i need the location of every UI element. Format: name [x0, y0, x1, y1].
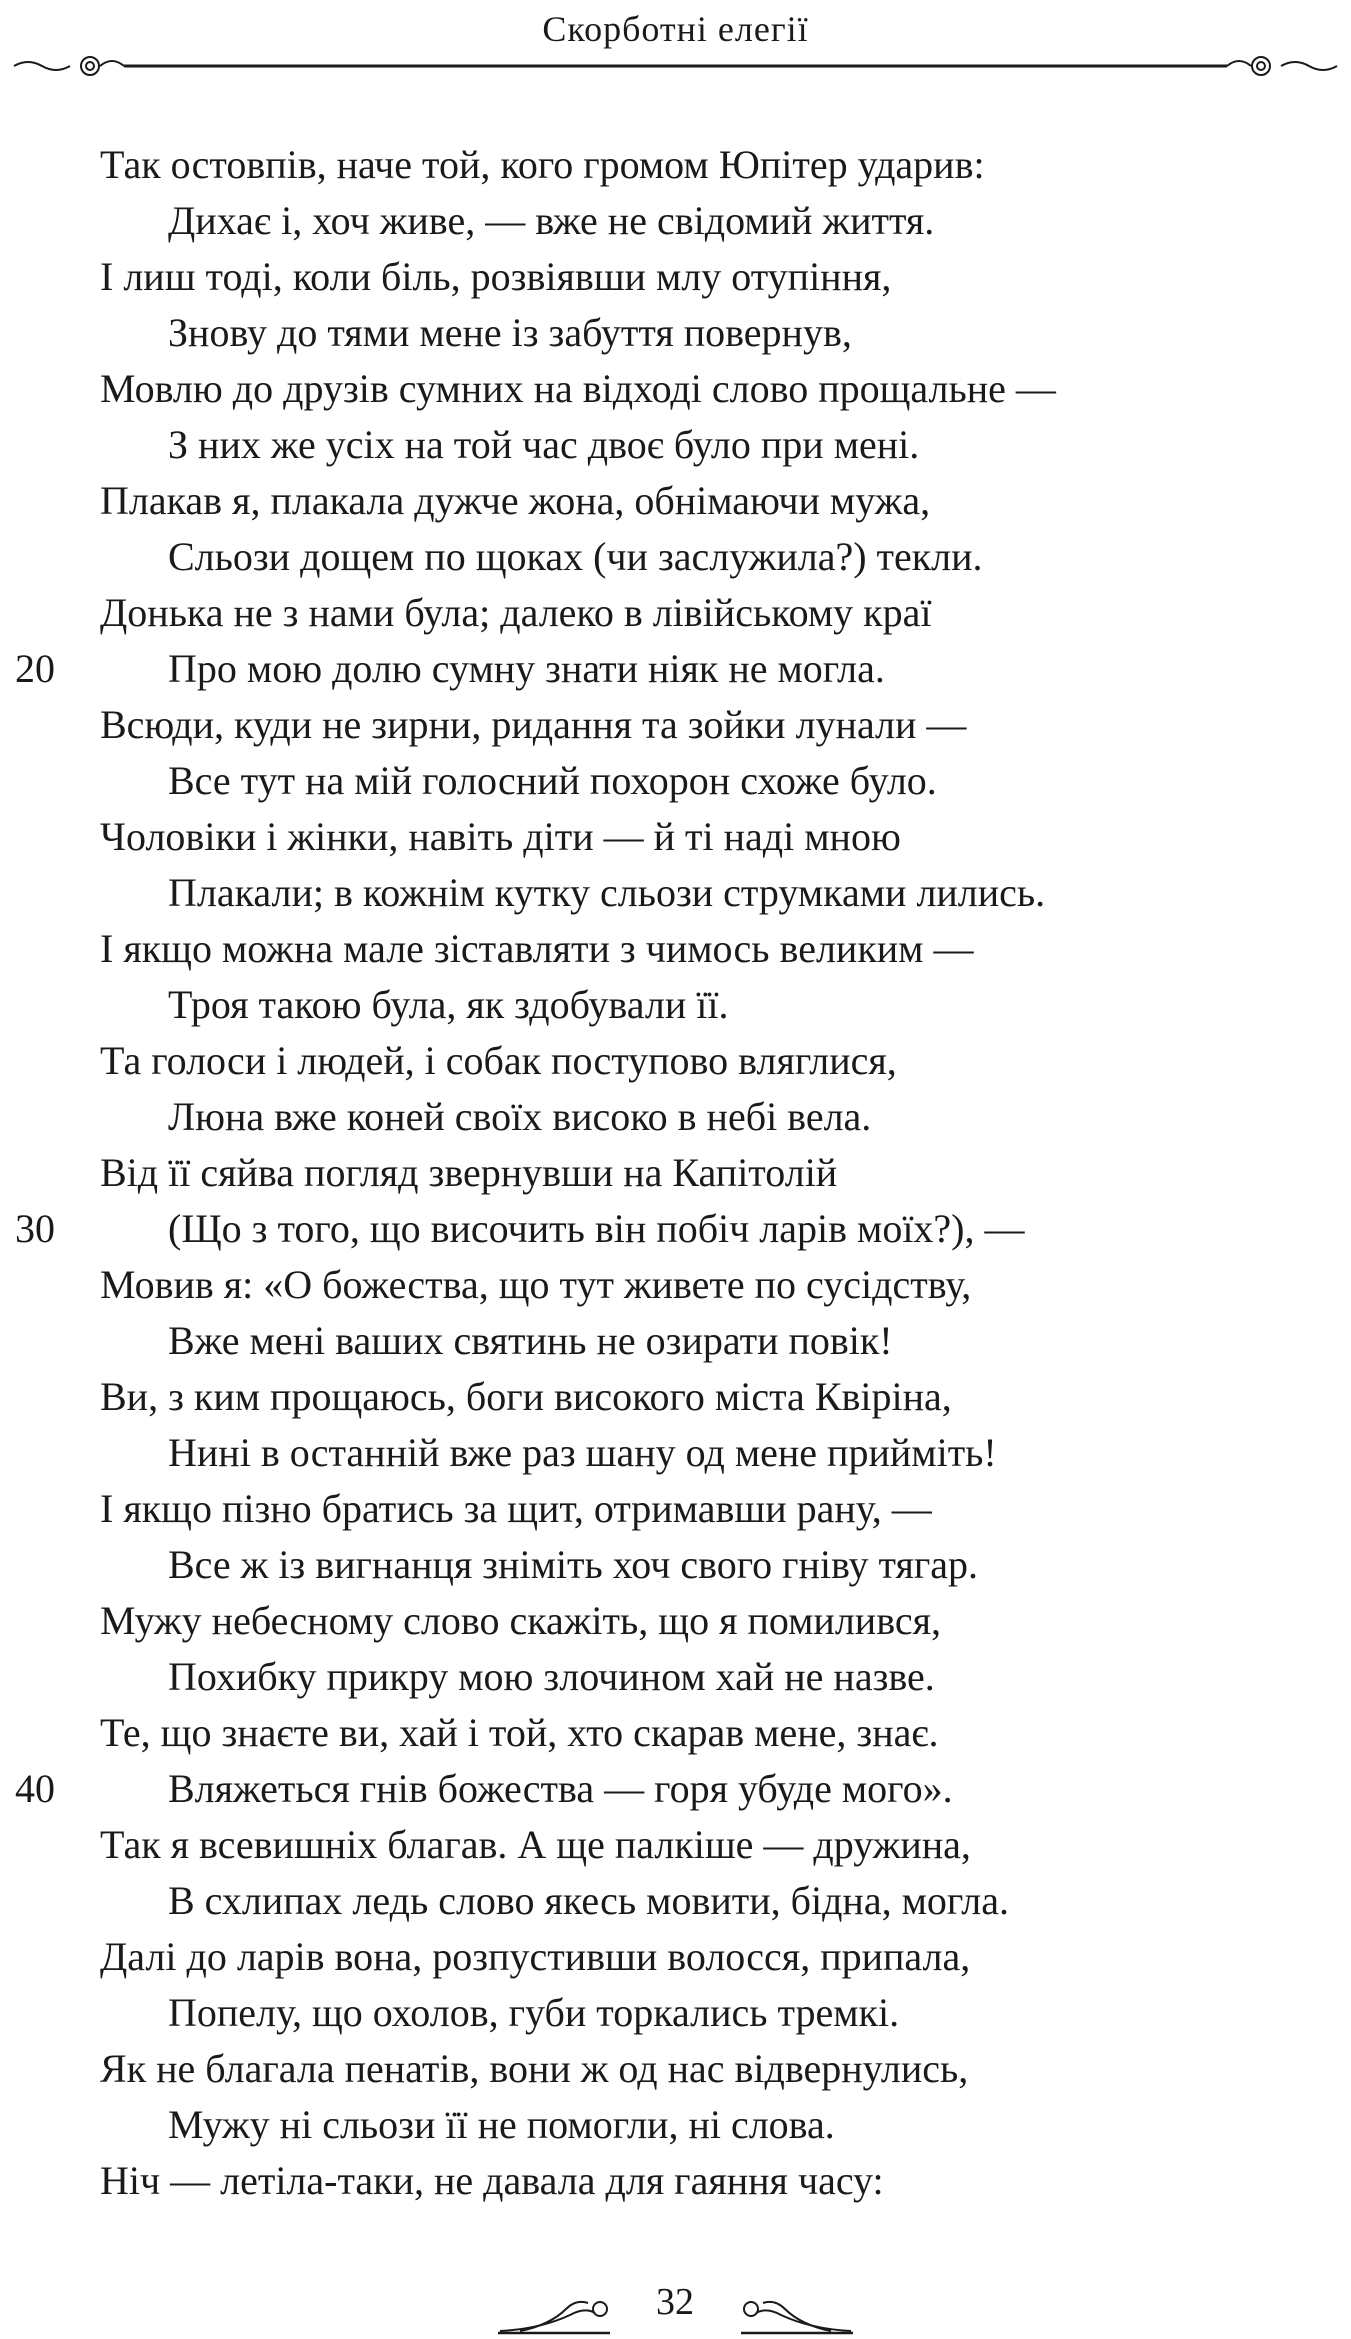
verse-line: Нині в останній вже раз шану од мене прийміть!	[168, 1430, 997, 1475]
line-number: 20	[15, 646, 55, 691]
verse-line: Ніч — летіла-таки, не давала для гаяння часу:	[100, 2158, 884, 2203]
verse-line: В схлипах ледь слово якесь мовити, бідна, могла.	[168, 1878, 1009, 1923]
left-scroll-ornament-icon	[14, 57, 124, 75]
verse-line: Про мою долю сумну знати ніяк не могла.	[168, 646, 885, 691]
verse-line: Сльози дощем по щоках (чи заслужила?) текли.	[168, 534, 983, 579]
verse-line: Мовив я: «О божества, що тут живете по сусідству,	[100, 1262, 972, 1307]
verse-line: Вже мені ваших святинь не озирати повік!	[168, 1318, 893, 1363]
verse-line: Троя такою була, як здобували її.	[168, 982, 729, 1027]
verse-line: З них же усіх на той час двоє було при мені.	[168, 422, 920, 467]
verse-line: (Що з того, що височить він побіч ларів моїх?), —	[168, 1206, 1025, 1251]
verse-line: Так я всевишніх благав. А ще палкіше — дружина,	[100, 1822, 971, 1867]
verse-line: Мужу ні сльози її не помогли, ні слова.	[168, 2102, 835, 2147]
right-scroll-ornament-icon	[1227, 57, 1337, 75]
line-number: 40	[15, 1766, 55, 1811]
verse-line: Чоловіки і жінки, навіть діти — й ті наді мною	[100, 814, 901, 859]
verse-line: Плакав я, плакала дужче жона, обнімаючи мужа,	[100, 478, 931, 523]
verse-line: Та голоси і людей, і собак поступово вляглися,	[100, 1038, 897, 1083]
verse-line: Донька не з нами була; далеко в лівійському краї	[100, 590, 932, 635]
verse-line: Так остовпів, наче той, кого громом Юпітер ударив:	[100, 142, 985, 187]
verse-line: Ви, з ким прощаюсь, боги високого міста Квіріна,	[100, 1374, 952, 1419]
verse-line: Як не благала пенатів, вони ж од нас відвернулись,	[100, 2046, 969, 2091]
verse-line: Від її сяйва погляд звернувши на Капітолій	[100, 1150, 838, 1195]
page-number: 32	[656, 2281, 694, 2323]
running-head-title: Скорботні елегії	[542, 9, 809, 49]
verse-line: Дихає і, хоч живе, — вже не свідомий життя.	[168, 198, 935, 243]
verse-line: Плакали; в кожнім кутку сльози струмками лились.	[168, 870, 1046, 915]
right-flourish-icon	[741, 2302, 853, 2333]
left-flourish-icon	[498, 2302, 610, 2333]
verse-line: Вляжеться гнів божества — горя убуде мого».	[168, 1766, 953, 1811]
verse-line: Похибку прикру мою злочином хай не назве.	[168, 1654, 935, 1699]
verse-line: Знову до тями мене із забуття повернув,	[168, 310, 852, 355]
verse-line: Те, що знаєте ви, хай і той, хто скарав мене, знає.	[100, 1710, 939, 1755]
header-ornament-rule	[0, 46, 1351, 86]
verse-line: Мовлю до друзів сумних на відході слово прощальне —	[100, 366, 1056, 411]
verse-line: Все ж із вигнанця зніміть хоч свого гніву тягар.	[168, 1542, 979, 1587]
verse-line: І лиш тоді, коли біль, розвіявши млу отупіння,	[100, 254, 892, 299]
verse-line: Все тут на мій голосний похорон схоже було.	[168, 758, 937, 803]
verse-line: Попелу, що охолов, губи торкались тремкі.	[168, 1990, 900, 2035]
verse-line: Люна вже коней своїх високо в небі вела.	[168, 1094, 872, 1139]
verse-line: Всюди, куди не зирни, ридання та зойки лунали —	[100, 702, 967, 747]
verse-line: І якщо пізно братись за щит, отримавши рану, —	[100, 1486, 932, 1531]
verse-line: І якщо можна мале зіставляти з чимось великим —	[100, 926, 974, 971]
verse-line: Мужу небесному слово скажіть, що я помилився,	[100, 1598, 941, 1643]
line-number: 30	[15, 1206, 55, 1251]
verse-line: Далі до ларів вона, розпустивши волосся, припала,	[100, 1934, 971, 1979]
